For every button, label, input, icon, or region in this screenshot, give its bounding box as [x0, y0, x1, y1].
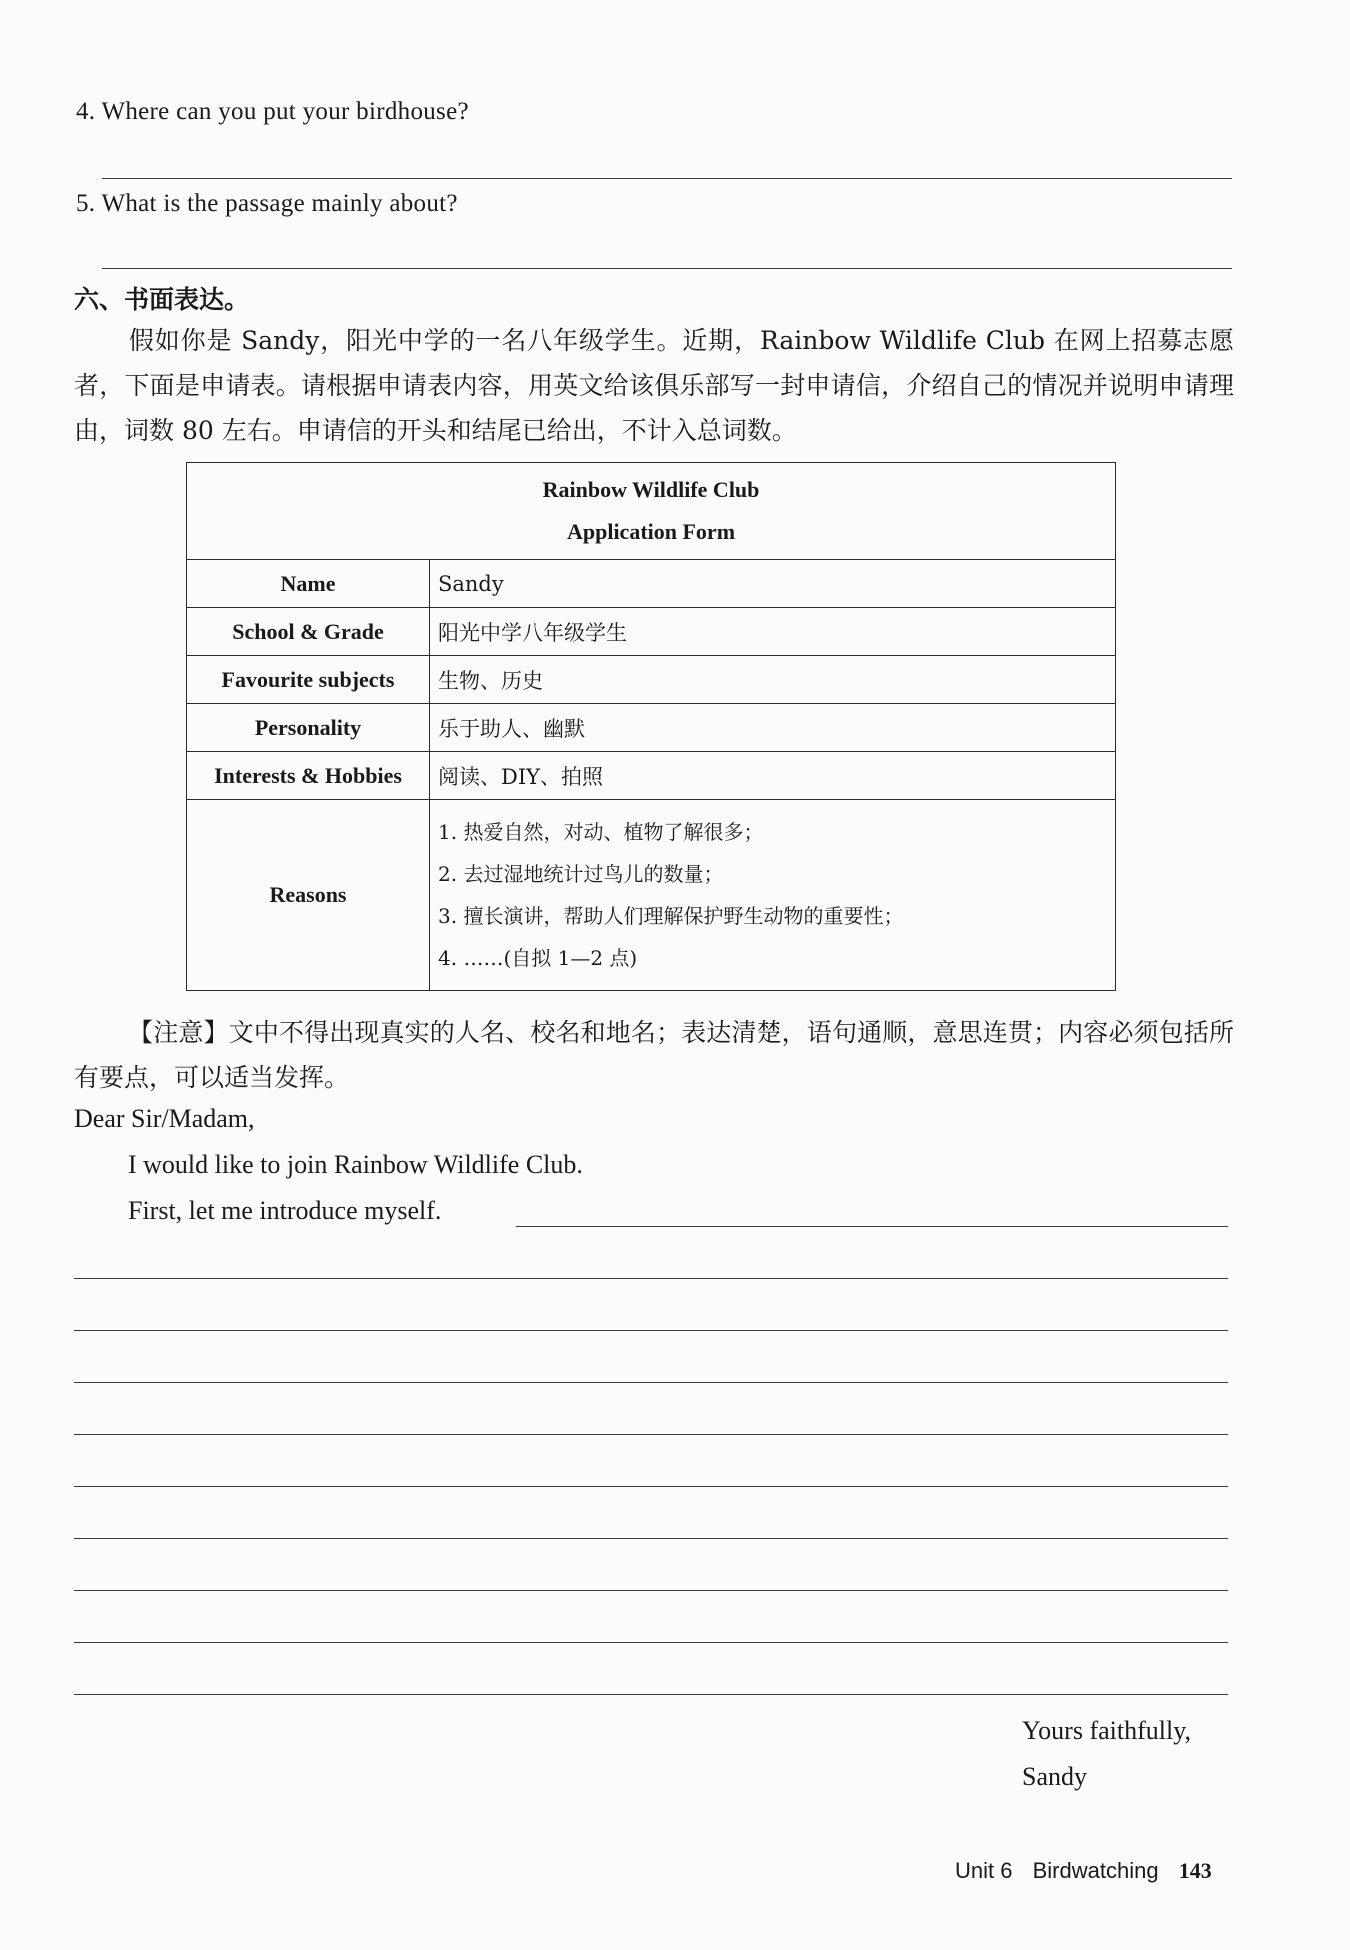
- writing-line[interactable]: [74, 1278, 1228, 1279]
- writing-line[interactable]: [74, 1486, 1228, 1487]
- form-row-reasons: [187, 800, 1116, 991]
- row-label: Reasons: [187, 800, 430, 991]
- form-row: [187, 560, 1116, 608]
- letter-opening-line: I would like to join Rainbow Wildlife Club.: [128, 1150, 583, 1179]
- form-row: [187, 656, 1116, 704]
- writing-line[interactable]: [74, 1538, 1228, 1539]
- answer-line-5[interactable]: [102, 268, 1232, 269]
- question-5: 5. What is the passage mainly about?: [76, 190, 458, 217]
- section-heading: 六、书面表达。: [74, 285, 250, 314]
- form-row: [187, 608, 1116, 656]
- reason-item: 2. 去过湿地统计过鸟儿的数量；: [438, 862, 724, 886]
- note-text: 【注意】文中不得出现真实的人名、校名和地名；表达清楚，语句通顺，意思连贯；内容必须包括所有要点，可以适当发挥。: [74, 1018, 1234, 1092]
- row-value: 乐于助人、幽默: [430, 704, 1116, 752]
- writing-line[interactable]: [74, 1590, 1228, 1591]
- row-label: Name: [187, 560, 430, 608]
- reason-item: 3. 擅长演讲，帮助人们理解保护野生动物的重要性；: [438, 904, 904, 928]
- row-label: Interests & Hobbies: [187, 752, 430, 800]
- row-label: Favourite subjects: [187, 656, 430, 704]
- reason-item: 1. 热爱自然，对动、植物了解很多；: [438, 820, 764, 844]
- writing-line[interactable]: [74, 1694, 1228, 1695]
- row-value: Sandy: [430, 560, 1116, 608]
- note-paragraph: [74, 1010, 1234, 1100]
- writing-line[interactable]: [516, 1226, 1228, 1227]
- letter-signature: Sandy: [1022, 1762, 1087, 1791]
- form-title: [187, 463, 1116, 560]
- writing-line[interactable]: [74, 1330, 1228, 1331]
- question-4: 4. Where can you put your birdhouse?: [76, 98, 469, 125]
- row-value: 阳光中学八年级学生: [430, 608, 1116, 656]
- page-footer: [955, 1858, 1212, 1884]
- row-value: 生物、历史: [430, 656, 1116, 704]
- page-number: 143: [1178, 1858, 1212, 1883]
- row-value: 阅读、DIY、拍照: [430, 752, 1116, 800]
- instructions-paragraph: [74, 318, 1234, 453]
- reasons-list: [430, 800, 1116, 991]
- writing-line[interactable]: [74, 1642, 1228, 1643]
- application-form-table: [186, 462, 1116, 991]
- form-row: [187, 752, 1116, 800]
- form-title-club: Rainbow Wildlife Club: [542, 477, 760, 502]
- answer-line-4[interactable]: [102, 178, 1232, 179]
- footer-unit: Unit 6: [955, 1858, 1013, 1883]
- instructions-text: 假如你是 Sandy，阳光中学的一名八年级学生。近期，Rainbow Wildlife Club 在网上招募志愿者，下面是申请表。请根据申请表内容，用英文给该俱乐部写一封申请信，介绍自己的情况并说明申请理由，词数 80 左右。申请信的开头和结尾已给出，不计入总词数。: [74, 326, 1234, 445]
- reason-item: 4. ……(自拟 1—2 点): [438, 946, 638, 970]
- writing-line[interactable]: [74, 1382, 1228, 1383]
- row-label: Personality: [187, 704, 430, 752]
- form-row: [187, 704, 1116, 752]
- letter-closing: Yours faithfully,: [1022, 1716, 1192, 1745]
- row-label: School & Grade: [187, 608, 430, 656]
- form-title-form: Application Form: [566, 519, 736, 544]
- letter-intro-line: First, let me introduce myself.: [128, 1196, 442, 1225]
- footer-title: Birdwatching: [1032, 1858, 1159, 1883]
- writing-line[interactable]: [74, 1434, 1228, 1435]
- letter-salutation: Dear Sir/Madam,: [74, 1104, 255, 1133]
